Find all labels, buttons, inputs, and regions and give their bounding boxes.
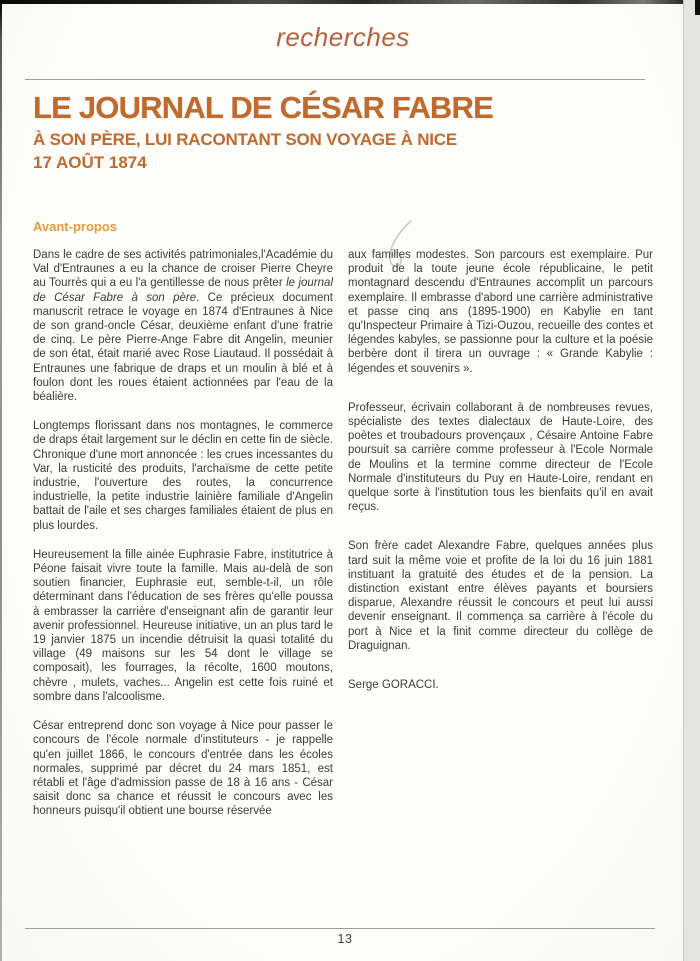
body-paragraph: Son frère cadet Alexandre Fabre, quelques années plus tard suit la même voie et profite de la loi du 16 juin 1881 instituant la gratuité des études et de la pension. La distinction existant entre élèves payants et boursiers disparue, Alexandre réussit le concours et peut lui aussi devenir enseignant. Il commença sa carrière à l'école du port à Nice et la finit comme directeur du collège de Draguignan. (348, 540, 653, 652)
scan-edge-top (0, 0, 700, 4)
body-paragraph: Heureusement la fille ainée Euphrasie Fabre, institutrice à Péone faisait vivre toute la famille. Mais au-delà de son soutien financier, Euphrasie eut, semble-t-il, un rôle déterminant dans l'éducation de ses frères qu'elle poussa à embrasser la carrière d'enseignant afin de garantir leur avenir professionnel. Heureuse initiative, un an plus tard le 19 janvier 1875 un incendie détruisit la quasi totalité du village (49 maisons sur les 54 dont le village se composait), les fourrages, la récolte, 1600 moutons, chèvre , mulets, vaches... Angelin est cette fois ruiné et sombre dans l'alcoolisme. (33, 548, 333, 703)
footer-divider-rule (25, 928, 655, 929)
right-column (348, 248, 653, 692)
body-paragraph: César entreprend donc son voyage à Nice pour passer le concours de l'école normale d'instituteurs - je rappelle qu'en juillet 1866, le concours d'entrée dans les écoles normales, supprimé par décret du 24 mars 1851, est rétabli et l'âge d'admission passe de 18 à 16 ans - César saisit donc sa chance et réussit le concours avec les honneurs puisqu'il obtient une bourse réservée (33, 720, 333, 818)
header-divider-rule (25, 79, 645, 80)
author-signature: Serge GORACCI. (348, 679, 439, 692)
left-column (33, 248, 333, 834)
scan-edge-left (0, 0, 2, 961)
section-heading-avant-propos: Avant-propos (33, 219, 118, 234)
body-paragraph: Longtemps florissant dans nos montagnes, le commerce de draps était largement sur le déclin en cette fin de siècle. Chronique d'une mort annoncée : les crues incessantes du Var, la rusticité des produits, l'archaïsme de cette petite industrie, l'ouverture des routes, la concurrence industrielle, la petite industrie lainière familiale d'Angelin battait de l'aile et ses charges familiales étaient de plus en plus lourdes. (33, 420, 333, 532)
body-paragraph: Dans le cadre de ses activités patrimoniales,l'Académie du Val d'Entraunes a eu la chance de croiser Pierre Cheyre au Tourrès qui a eu l'a gentillesse de nous prêter le journal de César Fabre à son père. Ce précieux document manuscrit retrace le voyage en 1874 d'Entraunes à Nice de son grand-oncle César, deuxième enfant d'une fratrie de cinq. Le père Pierre-Ange Fabre dit Angelin, meunier de son état, était marié avec Rose Liautaud. Il possédait à Entraunes une fabrique de draps et un moulin à blé et à foulon dont les roues étaient actionnées par l'eau de la béalière. (33, 249, 334, 404)
article-dateline: 17 AOÛT 1874 (33, 153, 147, 172)
article-title: LE JOURNAL DE CÉSAR FABRE (33, 90, 493, 125)
page-number: 13 (337, 932, 353, 946)
body-paragraph: aux familles modestes. Son parcours est exemplaire. Pur produit de la toute jeune école républicaine, le petit montagnard descendu d'Entraunes accomplit un parcours exemplaire. Il embrasse d'abord une carrière administrative et passe cinq ans (1895-1900) en Kabylie en tant qu'Inspecteur Primaire à Tizi-Ouzou, recueille des contes et légendes kabyles, se passionne pour la culture et la poésie berbère dont il tirera un ouvrage : « Grande Kabylie : légendes et souvenirs ». (348, 249, 653, 375)
body-paragraph: Professeur, écrivain collaborant à de nombreuses revues, spécialiste des textes dialectaux de Haute-Loire, des poètes et troubadours provençaux , Césaire Antoine Fabre poursuit sa carrière comme professeur à l'Ecole Normale de Moulins et la termine comme directeur de l'Ecole Normale d'instituteurs du Puy en Haute-Loire, rendant en quelque sorte à l'institution tous les bienfaits qu'il en avait reçus. (348, 401, 653, 514)
article-subtitle: À SON PÈRE, LUI RACONTANT SON VOYAGE À NICE (33, 130, 458, 149)
scan-corner-mark (695, 0, 700, 15)
magazine-section-header: recherches (276, 22, 410, 52)
right-column-paragraphs (348, 248, 653, 653)
scan-edge-right (683, 0, 700, 961)
